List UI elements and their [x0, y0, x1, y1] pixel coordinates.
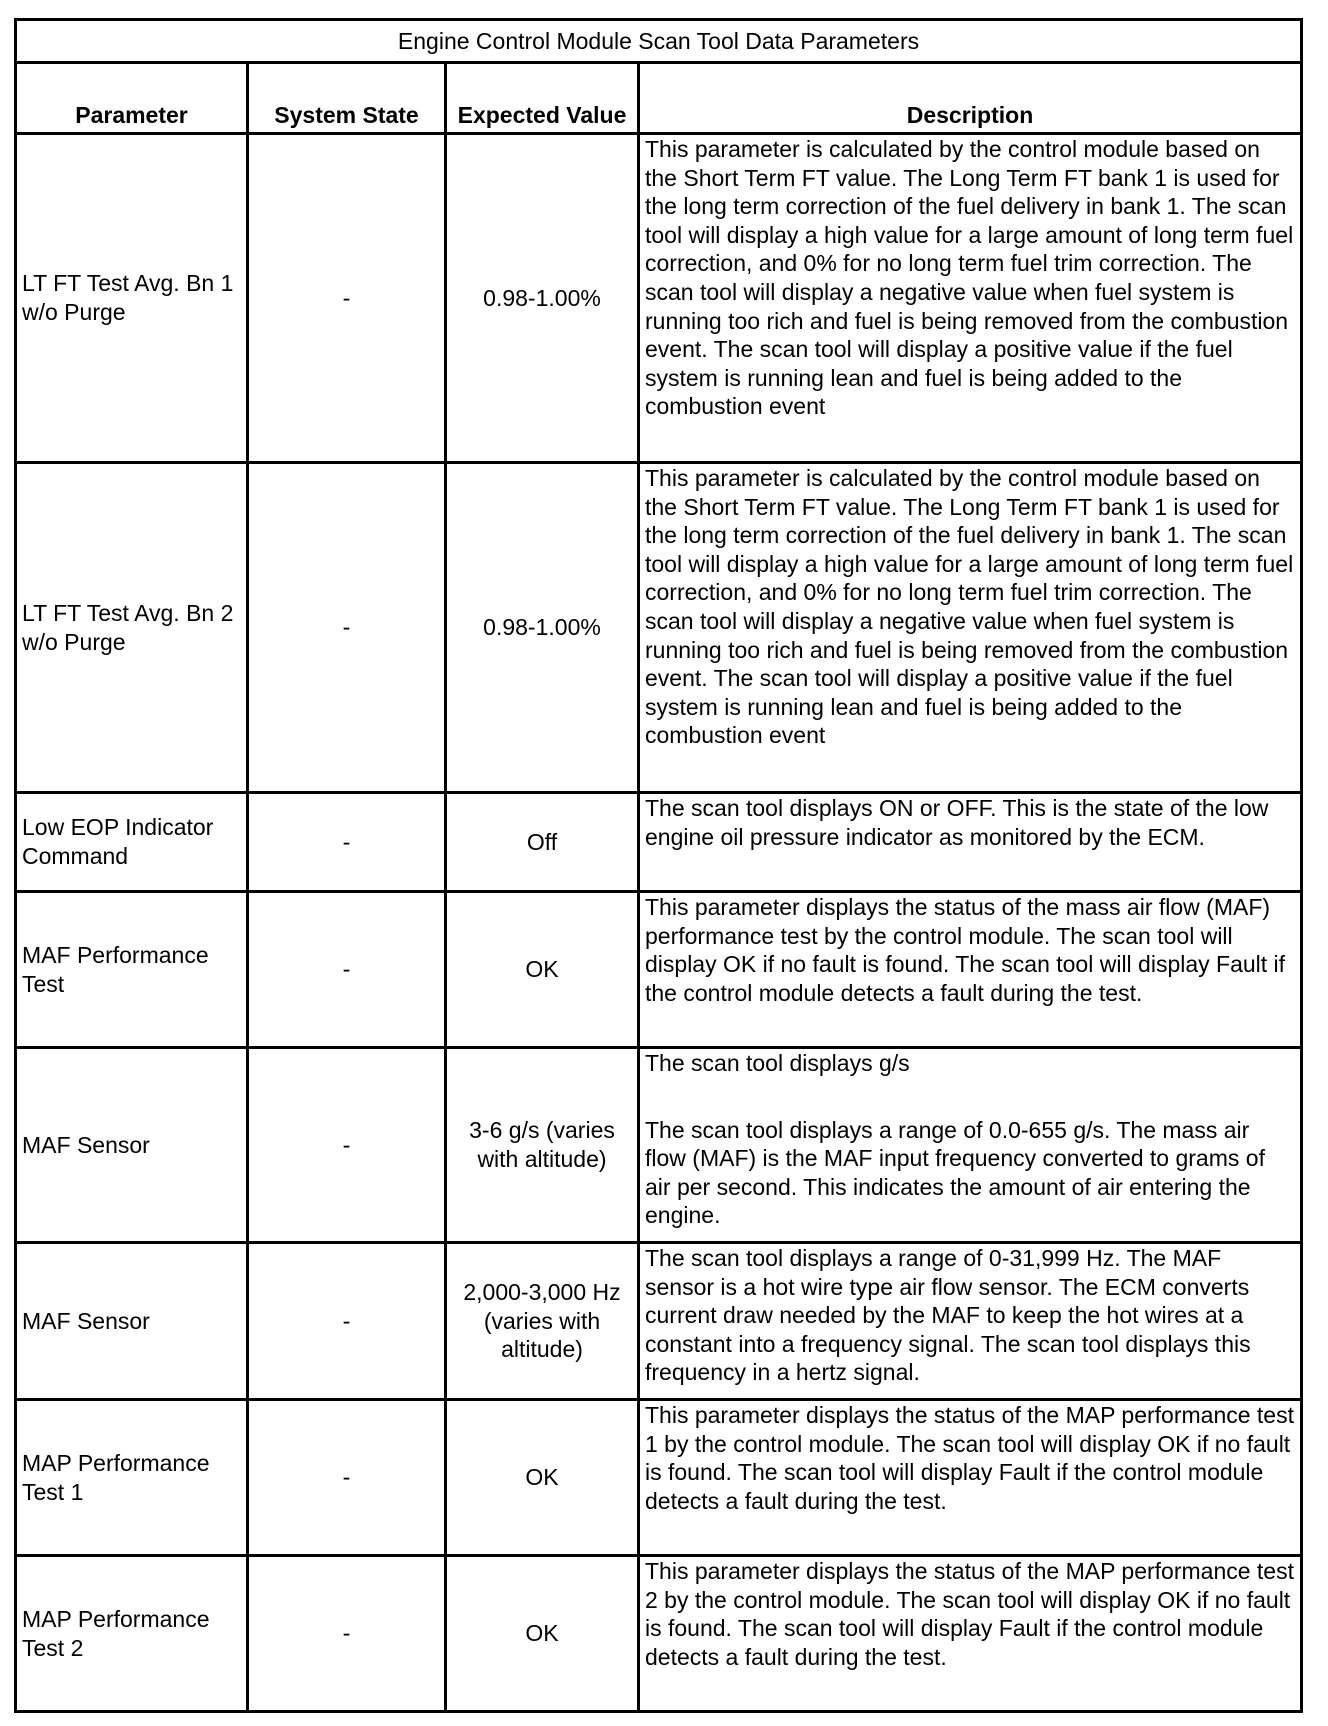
- system-state-cell: -: [248, 793, 446, 892]
- table-row: [16, 1048, 1302, 1243]
- description-cell: [639, 1048, 1302, 1243]
- parameter-cell: LT FT Test Avg. Bn 2 w/o Purge: [16, 463, 248, 793]
- expected-value-cell: 0.98-1.00%: [446, 463, 639, 793]
- expected-value-cell: 3-6 g/s (varies with altitude): [446, 1048, 639, 1243]
- description-cell: This parameter is calculated by the control module based on the Short Term FT value. The Long Term FT bank 1 is used for the long term correction of the fuel delivery in bank 1. The scan tool will display a high value for a large amount of long term fuel correction, and 0% for no long term fuel trim correction. The scan tool will display a negative value when fuel system is running too rich and fuel is being removed from the combustion event. The scan tool will display a positive value if the fuel system is running lean and fuel is being added to the combustion event: [639, 463, 1302, 793]
- paragraph-gap: [645, 1078, 1295, 1116]
- expected-value-cell: OK: [446, 892, 639, 1048]
- parameter-cell: MAF Sensor: [16, 1048, 248, 1243]
- system-state-cell: -: [248, 1048, 446, 1243]
- expected-value-cell: Off: [446, 793, 639, 892]
- parameter-cell: LT FT Test Avg. Bn 1 w/o Purge: [16, 134, 248, 463]
- description-cell: This parameter is calculated by the control module based on the Short Term FT value. The Long Term FT bank 1 is used for the long term correction of the fuel delivery in bank 1. The scan tool will display a high value for a large amount of long term fuel correction, and 0% for no long term fuel trim correction. The scan tool will display a negative value when fuel system is running too rich and fuel is being removed from the combustion event. The scan tool will display a positive value if the fuel system is running lean and fuel is being added to the combustion event: [639, 134, 1302, 463]
- system-state-cell: -: [248, 1556, 446, 1712]
- parameter-cell: MAF Sensor: [16, 1243, 248, 1400]
- parameter-cell: MAP Performance Test 2: [16, 1556, 248, 1712]
- table-row: [16, 1400, 1302, 1556]
- system-state-cell: -: [248, 463, 446, 793]
- table-row: [16, 793, 1302, 892]
- table-title: Engine Control Module Scan Tool Data Parameters: [16, 20, 1302, 63]
- system-state-cell: -: [248, 1243, 446, 1400]
- parameter-cell: Low EOP Indicator Command: [16, 793, 248, 892]
- table-title-row: [16, 20, 1302, 63]
- table-row: [16, 892, 1302, 1048]
- scan-tool-data-table: [14, 18, 1303, 1713]
- expected-value-cell: OK: [446, 1400, 639, 1556]
- header-system-state: System State: [248, 63, 446, 134]
- description-line: The scan tool displays g/s: [645, 1050, 910, 1076]
- table-row: [16, 463, 1302, 793]
- description-paragraph: The scan tool displays a range of 0.0-655 g/s. The mass air flow (MAF) is the MAF input frequency converted to grams of air per second. This indicates the amount of air entering the engine.: [645, 1116, 1265, 1229]
- description-cell: This parameter displays the status of the MAP performance test 1 by the control module. The scan tool will display OK if no fault is found. The scan tool will display Fault if the control module detects a fault during the test.: [639, 1400, 1302, 1556]
- parameter-cell: MAP Performance Test 1: [16, 1400, 248, 1556]
- parameter-cell: MAF Performance Test: [16, 892, 248, 1048]
- description-cell: The scan tool displays a range of 0-31,999 Hz. The MAF sensor is a hot wire type air flow sensor. The ECM converts current draw needed by the MAF to keep the hot wires at a constant into a frequency signal. The scan tool displays this frequency in a hertz signal.: [639, 1243, 1302, 1400]
- expected-value-cell: 2,000-3,000 Hz (varies with altitude): [446, 1243, 639, 1400]
- table-row: [16, 134, 1302, 463]
- description-cell: The scan tool displays ON or OFF. This is the state of the low engine oil pressure indicator as monitored by the ECM.: [639, 793, 1302, 892]
- header-description: Description: [639, 63, 1302, 134]
- table-row: [16, 1243, 1302, 1400]
- header-row: [16, 63, 1302, 134]
- header-parameter: Parameter: [16, 63, 248, 134]
- system-state-cell: -: [248, 892, 446, 1048]
- expected-value-cell: OK: [446, 1556, 639, 1712]
- table-row: [16, 1556, 1302, 1712]
- system-state-cell: -: [248, 134, 446, 463]
- header-expected-value: Expected Value: [446, 63, 639, 134]
- system-state-cell: -: [248, 1400, 446, 1556]
- description-cell: This parameter displays the status of the MAP performance test 2 by the control module. The scan tool will display OK if no fault is found. The scan tool will display Fault if the control module detects a fault during the test.: [639, 1556, 1302, 1712]
- description-cell: This parameter displays the status of the mass air flow (MAF) performance test by the control module. The scan tool will display OK if no fault is found. The scan tool will display Fault if the control module detects a fault during the test.: [639, 892, 1302, 1048]
- expected-value-cell: 0.98-1.00%: [446, 134, 639, 463]
